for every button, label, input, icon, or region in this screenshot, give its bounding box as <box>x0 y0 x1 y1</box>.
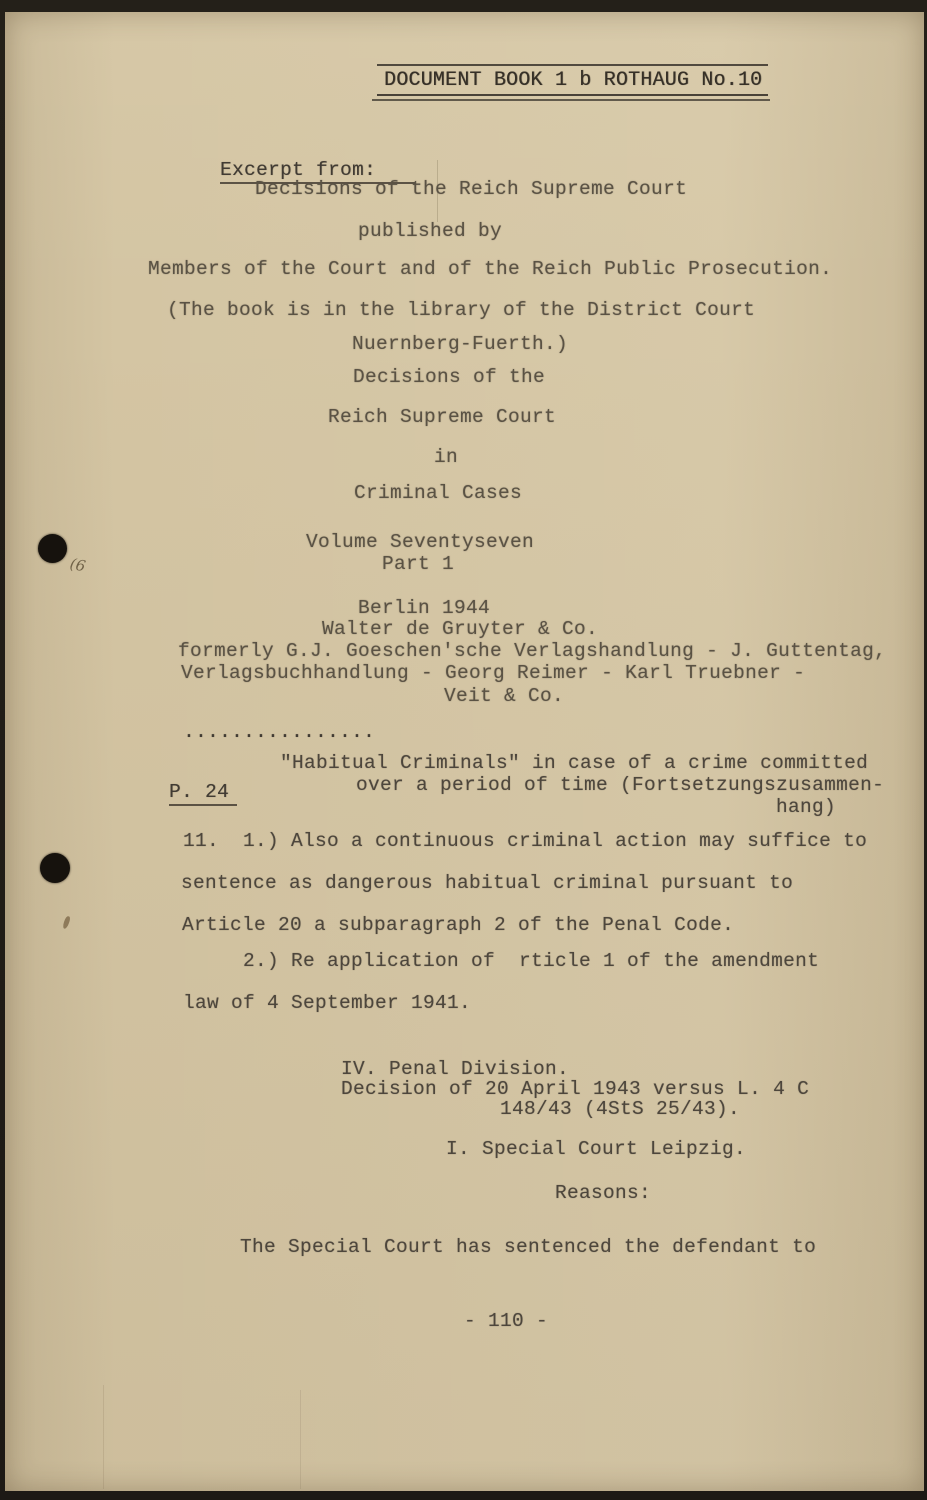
section-heading-line: over a period of time (Fortsetzungszusammen- <box>356 774 885 796</box>
headnote-line: sentence as dangerous habitual criminal pursuant to <box>181 872 794 894</box>
imprint-line: Walter de Gruyter & Co. <box>322 618 599 640</box>
imprint-line: Veit & Co. <box>444 685 565 707</box>
hole-punch <box>38 534 67 563</box>
page-reference-text: P. 24 <box>169 781 237 806</box>
headnote-line: 2.) Re application of rticle 1 of the amendment <box>243 950 820 972</box>
reasons-label: Reasons: <box>555 1182 652 1204</box>
dotted-separator: ................ <box>183 721 376 743</box>
citation-line: 148/43 (4StS 25/43). <box>500 1098 741 1120</box>
handwritten-margin-mark: (6 <box>68 554 88 576</box>
imprint-line: Berlin 1944 <box>358 597 491 619</box>
headnote-line: law of 4 September 1941. <box>183 992 472 1014</box>
title-line: in <box>434 446 459 468</box>
citation-line: IV. Penal Division. <box>341 1058 570 1080</box>
title-line: published by <box>358 220 503 242</box>
section-heading-line: hang) <box>776 796 837 818</box>
excerpt-label-text: Excerpt from: <box>220 159 416 184</box>
headnote-line: 11. 1.) Also a continuous criminal action may suffice to <box>183 830 868 852</box>
title-line: Decisions of the <box>353 366 546 388</box>
imprint-line: Verlagsbuchhandlung - Georg Reimer - Karl Truebner - <box>181 662 806 684</box>
title-line: Nuernberg-Fuerth.) <box>352 333 569 355</box>
imprint-line: formerly G.J. Goeschen'sche Verlagshandlung - J. Guttentag, <box>178 640 887 662</box>
page-reference <box>121 758 237 827</box>
title-line: Criminal Cases <box>354 482 523 504</box>
document-book-stamp <box>377 64 768 96</box>
hole-punch <box>40 853 70 883</box>
title-line: Reich Supreme Court <box>328 406 557 428</box>
citation-line: Decision of 20 April 1943 versus L. 4 C <box>341 1078 810 1100</box>
section-heading-line: "Habitual Criminals" in case of a crime committed <box>280 752 869 774</box>
paper-crease <box>103 1385 104 1489</box>
body-line: The Special Court has sentenced the defendant to <box>240 1236 817 1258</box>
page-number: - 110 - <box>464 1310 549 1332</box>
title-line: Members of the Court and of the Reich Public Prosecution. <box>148 258 833 280</box>
title-line: Decisions of the Reich Supreme Court <box>255 178 688 200</box>
title-line: Volume Seventyseven <box>306 531 535 553</box>
document-book-stamp-text: DOCUMENT BOOK 1 b ROTHAUG No.10 <box>384 69 763 92</box>
headnote-line: Article 20 a subparagraph 2 of the Penal Code. <box>182 914 735 936</box>
title-line: Part 1 <box>382 553 455 575</box>
court-line: I. Special Court Leipzig. <box>446 1138 747 1160</box>
paper-crease <box>300 1390 301 1489</box>
title-line: (The book is in the library of the District Court <box>167 299 756 321</box>
